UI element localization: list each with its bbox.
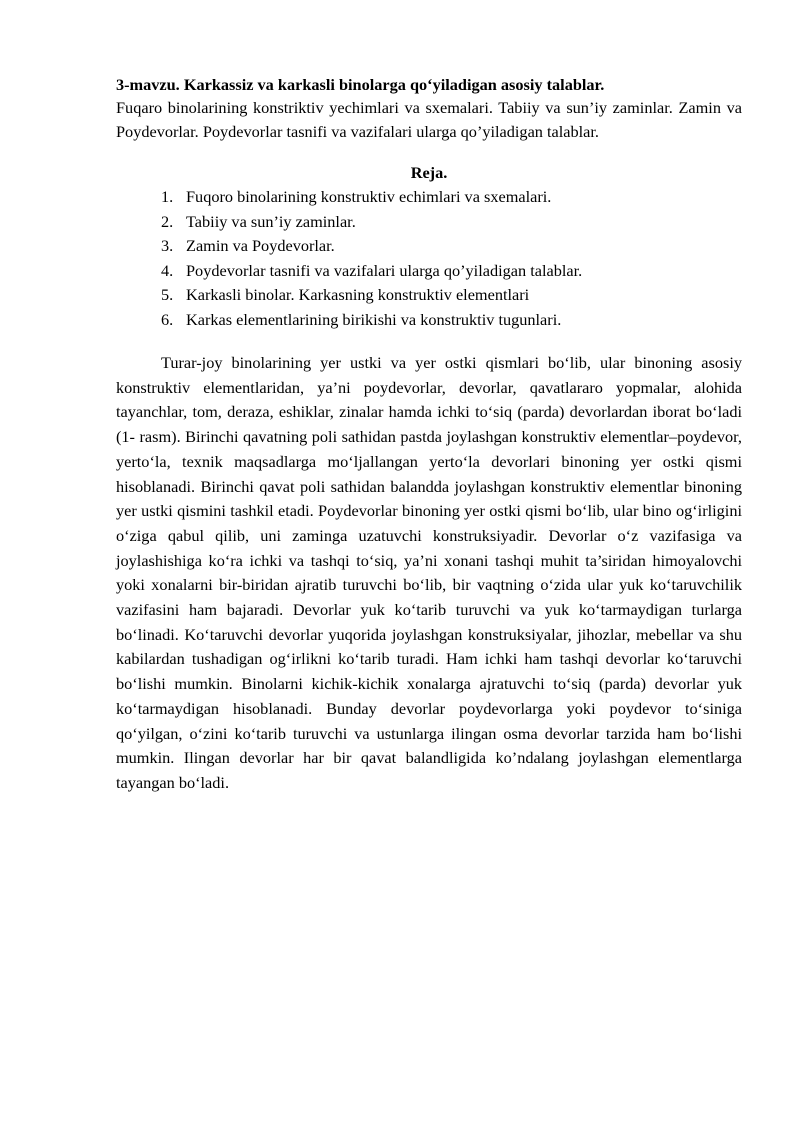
plan-item — [161, 308, 742, 333]
plan-item — [161, 210, 742, 235]
plan-item-text: Karkasli binolar. Karkasning konstruktiv elementlari — [186, 285, 530, 304]
plan-item — [161, 234, 742, 259]
document-subtitle: Fuqaro binolarining konstriktiv yechimlari va sxemalari. Tabiiy va sun’iy zaminlar. Zamin va Poydevorlar. Poydevorlar tasnifi va vazifalari ularga qo’yiladigan talablar. — [116, 98, 742, 141]
document-title: 3-mavzu. Karkassiz va karkasli binolarga qo‘yiladigan asosiy talablar. — [116, 75, 605, 94]
plan-item-number: 1. — [161, 187, 174, 206]
plan-item-text: Zamin va Poydevorlar. — [186, 236, 335, 255]
plan-item-number: 5. — [161, 285, 174, 304]
plan-heading: Reja. — [410, 163, 448, 182]
plan-item-number: 6. — [161, 309, 174, 329]
body-paragraph: Turar-joy binolarining yer ustki va yer ostki qismlari bo‘lib, ular binoning asosiy konstruktiv elementlaridan, ya’ni poydevorlar, devorlar, qavatlararo yopmalar, alohida tayanchlar, tom, deraza, eshiklar, zinalar hamda ichki to‘siq (parda) devorlardan iborat bo‘ladi (1- rasm). Birinchi qavatning poli sathidan pastda joylashgan konstruktiv elementlar–poydevor, yerto‘la, texnik maqsadlarga mo‘ljallangan yerto‘la devorlari binoning yer ostki qismi hisoblanadi. Birinchi qavat poli sathidan balandda joylashgan konstruktiv elementlar binoning yer ustki qismini tashkil etadi. Poydevorlar binoning yer ostki qismi bo‘lib, ular bino og‘irligini o‘ziga qabul qilib, uni zaminga uzatuvchi konstruksiyadir. Devorlar o‘z vazifasiga va joylashishiga ko‘ra ichki va tashqi to‘siq, ya’ni xonani tashqi muhit ta’siridan himoyalovchi yoki xonalarni bir-biridan ajratib turuvchi bo‘lib, bir vaqtning o‘zida ular yuk ko‘taruvchilik vazifasini ham bajaradi. Devorlar yuk ko‘tarib turuvchi va yuk ko‘tarmaydigan turlarga bo‘linadi. Ko‘taruvchi devorlar yuqorida joylashgan konstruksiyalar, jihozlar, mebellar va shu kabilardan tushadigan og‘irlikni ko‘tarib turadi. Ham ichki ham tashqi devorlar ko‘taruvchi bo‘lishi mumkin. Binolarni kichik-kichik xonalarga ajratuvchi to‘siq (parda) devorlar yuk ko‘tarmaydigan hisoblanadi. Bunday devorlar poydevorlarga yoki poydevor to‘siniga qo‘yilgan, o‘zini ko‘tarib turuvchi va ustunlarga ilingan osma devorlar tarzida ham bo‘lishi mumkin. Ilingan devorlar har bir qavat balandligida ko’ndalang joylashgan elementlarga tayangan bo‘ladi. — [116, 353, 742, 792]
plan-item — [161, 185, 742, 210]
plan-item-text: Karkas elementlarining birikishi va konstruktiv tugunlari. — [186, 309, 562, 329]
plan-item-text: Poydevorlar tasnifi va vazifalari ularga qo’yiladigan talablar. — [186, 260, 583, 280]
plan-item — [161, 259, 742, 284]
plan-list — [116, 185, 742, 332]
plan-item-number: 4. — [161, 260, 174, 280]
plan-item-number: 3. — [161, 236, 174, 255]
plan-item — [161, 283, 742, 308]
document-page — [116, 74, 742, 796]
plan-item-text: Tabiiy va sun’iy zaminlar. — [186, 211, 356, 231]
plan-item-number: 2. — [161, 211, 174, 231]
plan-item-text: Fuqoro binolarining konstruktiv echimlari va sxemalari. — [186, 187, 552, 206]
